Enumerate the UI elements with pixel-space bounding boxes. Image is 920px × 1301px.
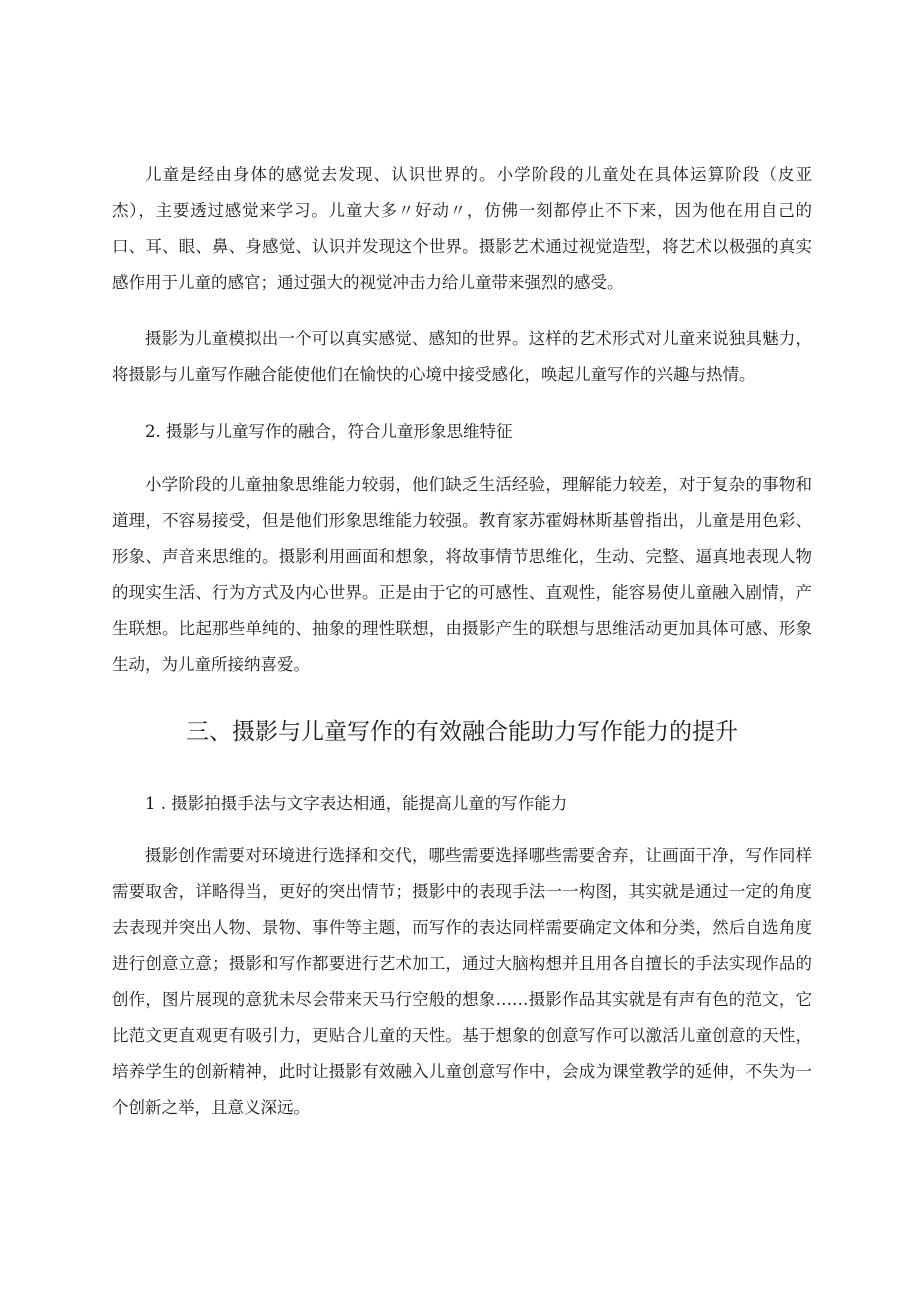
section-heading-3: 三、摄影与儿童写作的有效融合能助力写作能力的提升 [186,719,738,745]
subheading-3-1: 1 . 摄影拍摄手法与文字表达相通，能提高儿童的写作能力 [145,794,568,813]
body-paragraph-4: 摄影创作需要对环境进行选择和交代，哪些需要选择哪些需要舍弃，让画面干净，写作同样需要取舍，详略得当，更好的突出情节；摄影中的表现手法一一构图，其实就是通过一定的角度去表现并突出人物、景物、事件等主题，而写作的表达同样需要确定文体和分类，然后自选角度进行创意立意；摄影和写作都要进行艺术加工，通过大脑构想并且用各自擅长的手法实现作品的创作，图片展现的意犹未尽会带来天马行空般的想象……摄影作品其实就是有声有色的范文，它比范文更直观更有吸引力，更贴合儿童的天性。基于想象的创意写作可以激活儿童创意的天性，培养学生的创新精神，此时让摄影有效融入儿童创意写作中，会成为课堂教学的延伸，不失为一个创新之举，且意义深远。 [112,846,812,1117]
body-paragraph-2: 摄影为儿童模拟出一个可以真实感觉、感知的世界。这样的艺术形式对儿童来说独具魅力，将摄影与儿童写作融合能使他们在愉快的心境中接受感化，唤起儿童写作的兴趣与热情。 [112,329,812,384]
body-paragraph-1: 儿童是经由身体的感觉去发现、认识世界的。小学阶段的儿童处在具体运算阶段（皮亚杰），主要透过感觉来学习。儿童大多〃好动〃，仿佛一刻都停止不下来，因为他在用自己的口、耳、眼、鼻、身感觉、认识并发现这个世界。摄影艺术通过视觉造型，将艺术以极强的真实感作用于儿童的感官；通过强大的视觉冲击力给儿童带来强烈的感受。 [112,165,812,292]
subheading-2: 2. 摄影与儿童写作的融合，符合儿童形象思维特征 [145,422,513,441]
body-paragraph-3: 小学阶段的儿童抽象思维能力较弱，他们缺乏生活经验，理解能力较差，对于复杂的事物和道理，不容易接受，但是他们形象思维能力较强。教育家苏霍姆林斯基曾指出，儿童是用色彩、形象、声音来思维的。摄影利用画面和想象，将故事情节思维化，生动、完整、逼真地表现人物的现实生活、行为方式及内心世界。正是由于它的可感性、直观性，能容易使儿童融入剧情，产生联想。比起那些单纯的、抽象的理性联想，由摄影产生的联想与思维活动更加具体可感、形象生动，为儿童所接纳喜爱。 [112,475,812,674]
